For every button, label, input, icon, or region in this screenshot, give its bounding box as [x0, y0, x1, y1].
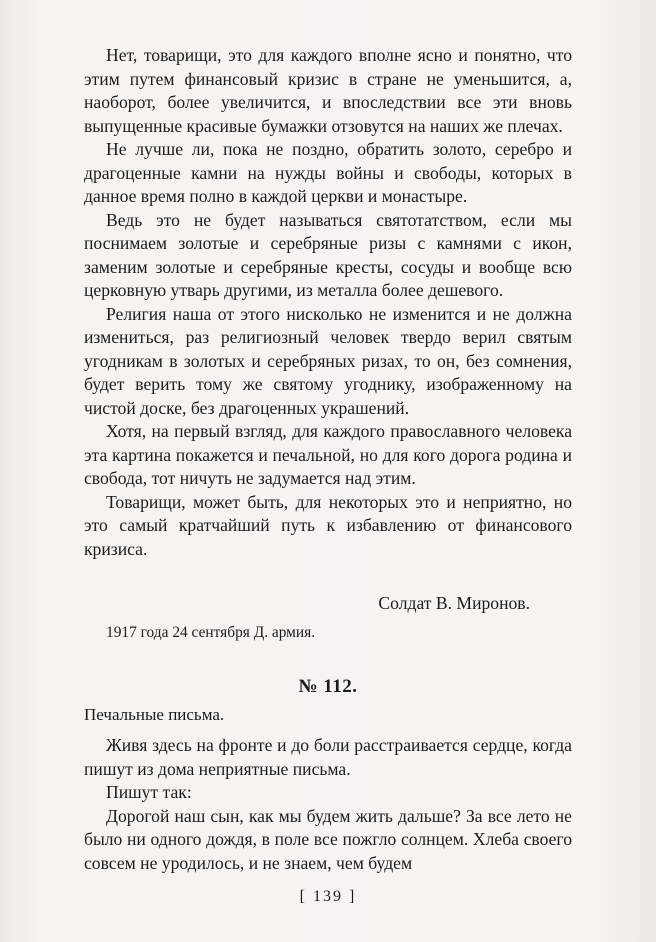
document-title: Печальные письма. — [84, 705, 225, 724]
paragraph-5: Хотя, на первый взгляд, для каждого православного человека эта картина покажется и печальной, но для кого дорога родина и свобода, тот ничуть не задумается над этим. — [84, 421, 572, 488]
page-number: [ 139 ] — [299, 888, 357, 905]
paragraph-1: Нет, товарищи, это для каждого вполне ясно и понятно, что этим путем финансовый кризис в стране не уменьшится, а, наоборот, более увеличится, и впоследствии все эти вновь выпущенные красивые бумажки отзовутся на наших же плечах. — [84, 45, 572, 136]
paragraph-3: Ведь это не будет называться святотатством, если мы поснимаем золотые и серебряные ризы с камнями с икон, заменим золотые и серебряные кресты, сосуды и вообще всю церковную утварь другими, из металла более дешевого. — [84, 209, 572, 300]
second-letter-body — [84, 734, 572, 876]
second-paragraph-1: Живя здесь на фронте и до боли расстраивается сердце, когда пишут из дома неприятные письма. — [84, 735, 572, 779]
letter-body — [84, 44, 572, 561]
paragraph-4: Религия наша от этого нисколько не изменится и не должна измениться, раз религиозный человек твердо верил святым угодникам в золотых и серебряных ризах, то он, без сомнения, будет верить тому же святому угоднику, изображенному на чистой доске, без драгоценных украшений. — [84, 303, 572, 418]
paragraph-6: Товарищи, может быть, для некоторых это и неприятно, но это самый кратчайший путь к избавлению от финансового кризиса. — [84, 491, 572, 559]
document-number: № 112. — [298, 676, 358, 697]
second-paragraph-2: Пишут так: — [106, 782, 192, 803]
signature: Солдат В. Миронов. — [378, 593, 530, 613]
second-paragraph-3: Дорогой наш сын, как мы будем жить дальше? За все лето не было ни одного дождя, в поле все пожгло солнцем. Хлеба своего совсем не уродилось, и не знаем, чем будем — [84, 805, 572, 873]
paragraph-2: Не лучше ли, пока не поздно, обратить золото, серебро и драгоценные камни на нужды войны и свободы, которых в данное время полно в каждой церкви и монастыре. — [84, 139, 572, 206]
dateline: 1917 года 24 сентября Д. армия. — [106, 624, 316, 641]
